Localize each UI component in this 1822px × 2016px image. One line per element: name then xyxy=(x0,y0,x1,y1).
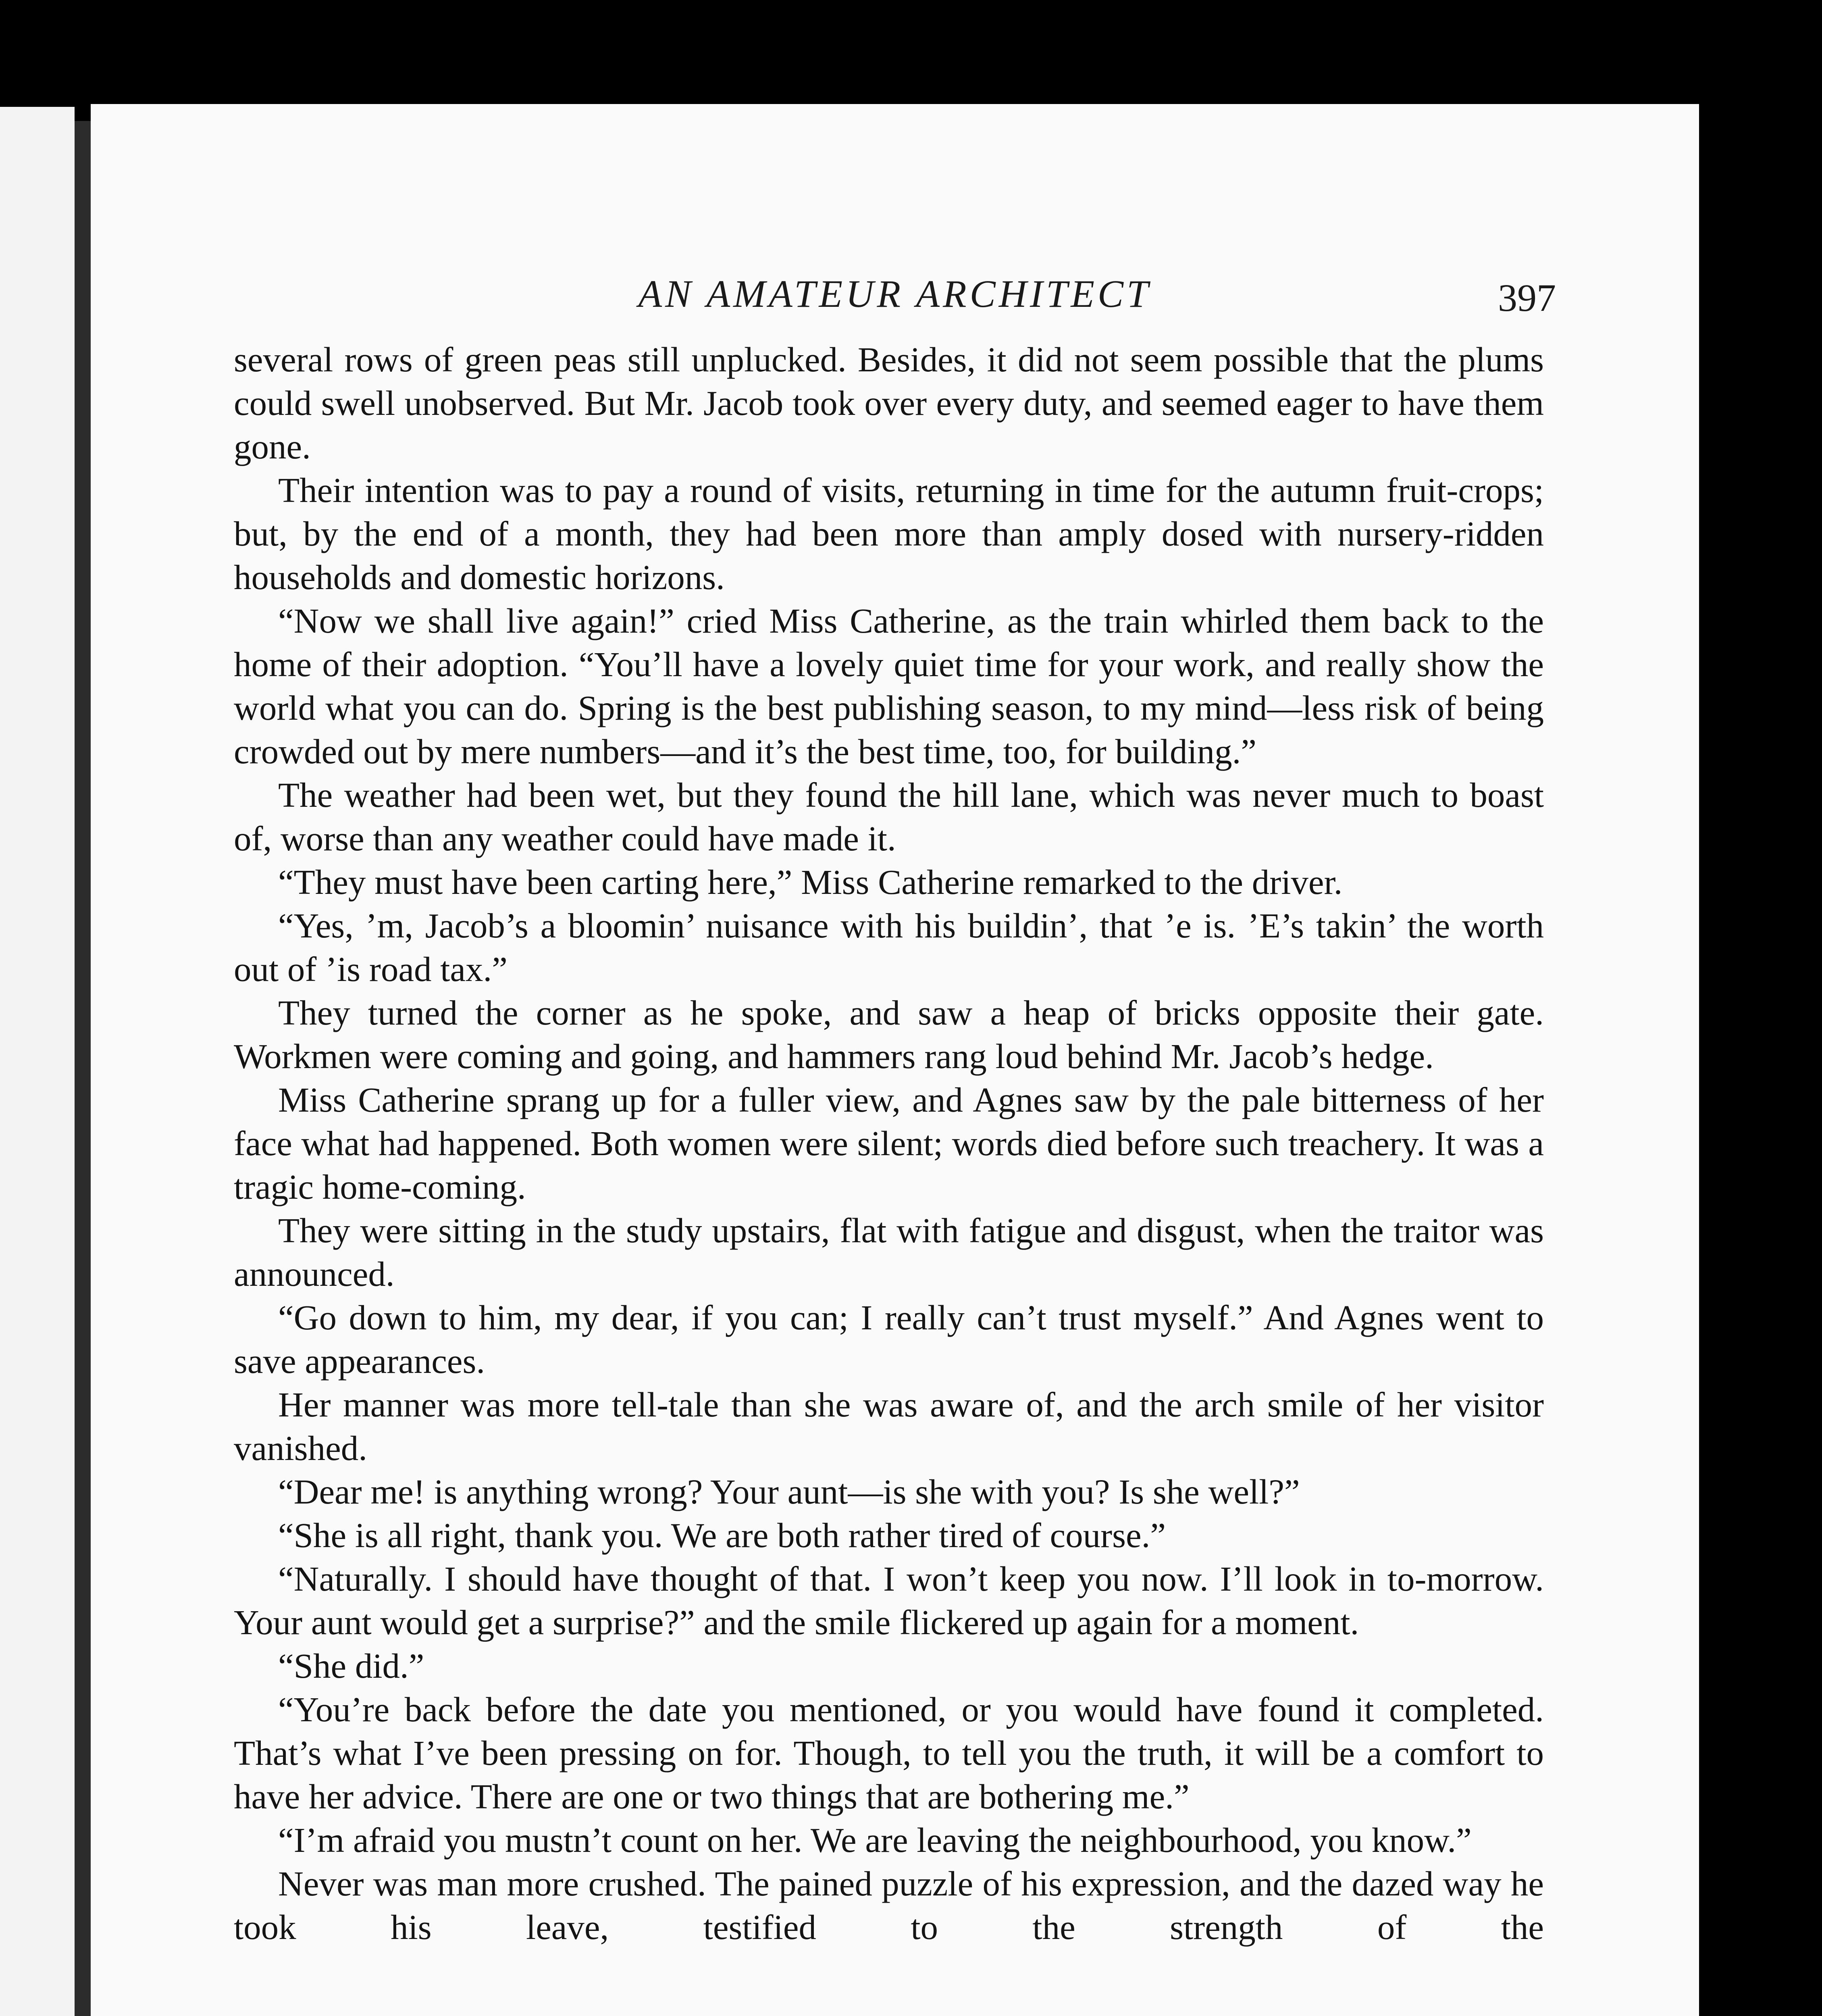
paragraph: “Now we shall live again!” cried Miss Catherine, as the train whirled them back to the home of their adoption. “You’ll have a lovely quiet time for your work, and really show the world what you can do. Spring is the best publishing season, to my mind—less risk of being crowded out by mere numbers—and it’s the best time, too, for building.” xyxy=(234,601,1544,771)
running-head xyxy=(234,271,1556,336)
page-number: 397 xyxy=(1498,276,1556,319)
paragraph: “They must have been carting here,” Miss Catherine remarked to the driver. xyxy=(278,862,1343,902)
left-page-edge xyxy=(0,107,75,2016)
paragraph: “She is all right, thank you. We are both rather tired of course.” xyxy=(278,1516,1166,1555)
page-title: AN AMATEUR ARCHITECT xyxy=(638,272,1152,315)
gutter-shadow xyxy=(75,121,92,2016)
paragraph: “Dear me! is anything wrong? Your aunt—is she with you? Is she well?” xyxy=(278,1472,1300,1511)
paragraph: The weather had been wet, but they found the hill lane, which was never much to boast of, worse than any weather could have made it. xyxy=(234,775,1544,858)
book-page xyxy=(91,104,1699,2016)
paragraph: “She did.” xyxy=(278,1646,424,1685)
paragraph: Never was man more crushed. The pained puzzle of his expression, and the dazed way he took his leave, testified to the strength of the xyxy=(234,1864,1544,1947)
paragraph: “Naturally. I should have thought of that. I won’t keep you now. I’ll look in to-morrow. Your aunt would get a surprise?” and the smile flickered up again for a moment. xyxy=(234,1559,1544,1642)
paragraph: “I’m afraid you mustn’t count on her. We are leaving the neighbourhood, you know.” xyxy=(278,1820,1472,1860)
paragraph: several rows of green peas still unplucked. Besides, it did not seem possible that the plums could swell unobserved. But Mr. Jacob took over every duty, and seemed eager to have them gone. xyxy=(234,340,1544,466)
paragraph: “You’re back before the date you mentioned, or you would have found it completed. That’s what I’ve been pressing on for. Though, to tell you the truth, it will be a comfort to have her advice. There are one or two things that are bothering me.” xyxy=(234,1690,1544,1816)
paragraph: Their intention was to pay a round of visits, returning in time for the autumn fruit-crops; but, by the end of a month, they had been more than amply dosed with nursery-ridden households and domestic horizons. xyxy=(234,471,1544,597)
paragraph: They were sitting in the study upstairs, flat with fatigue and disgust, when the traitor was announced. xyxy=(234,1211,1544,1293)
body-text xyxy=(234,338,1544,1949)
paragraph: Miss Catherine sprang up for a fuller view, and Agnes saw by the pale bitterness of her face what had happened. Both women were silent; words died before such treachery. It was a tragic home-coming. xyxy=(234,1080,1544,1206)
paragraph: “Yes, ’m, Jacob’s a bloomin’ nuisance with his buildin’, that ’e is. ’E’s takin’ the worth out of ’is road tax.” xyxy=(234,906,1544,989)
paragraph: They turned the corner as he spoke, and saw a heap of bricks opposite their gate. Workmen were coming and going, and hammers rang loud behind Mr. Jacob’s hedge. xyxy=(234,993,1544,1076)
paragraph: “Go down to him, my dear, if you can; I really can’t trust myself.” And Agnes went to save appearances. xyxy=(234,1298,1544,1381)
paragraph: Her manner was more tell-tale than she was aware of, and the arch smile of her visitor vanished. xyxy=(234,1385,1544,1468)
